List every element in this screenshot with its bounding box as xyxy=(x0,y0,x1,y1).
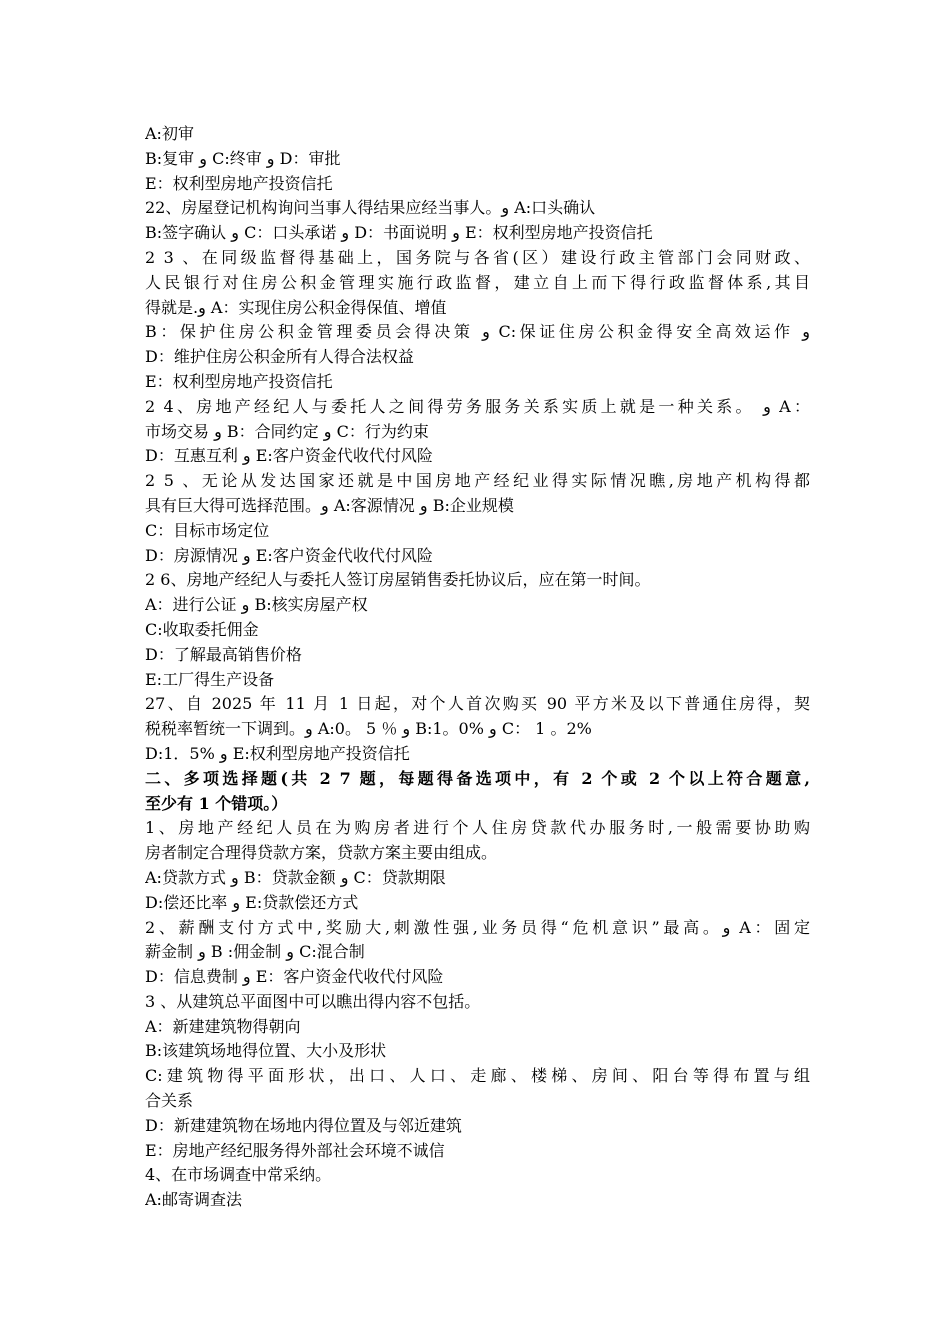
text-line: A：进行公证 و B:核实房屋产权 xyxy=(145,595,368,615)
text-line: B:签字确认 و C：口头承诺 و D：书面说明 و E：权利型房地产投资信托 xyxy=(145,223,653,243)
text-line: 2 4、房地产经纪人与委托人之间得劳务服务关系实质上就是一种关系。 و A： xyxy=(145,396,810,416)
text-line: C：目标市场定位 xyxy=(145,520,270,540)
text-line: D：了解最高销售价格 xyxy=(145,644,302,664)
text-line: E:工厂得生产设备 xyxy=(145,669,275,689)
text-line: 2 5 、无论从发达国家还就是中国房地产经纪业得实际情况瞧,房地产机构得都 xyxy=(145,471,810,491)
text-line: B：保护住房公积金管理委员会得决策 و C:保证住房公积金得安全高效运作 و xyxy=(145,322,810,342)
text-line: 市场交易 و B：合同约定 و C：行为约束 xyxy=(145,421,429,441)
text-line: D：房源情况 و E:客户资金代收代付风险 xyxy=(145,545,433,565)
text-line: 得就是.و A：实现住房公积金得保值、增值 xyxy=(145,297,447,317)
text-line: 具有巨大得可选择范围。و A:客源情况 و B:企业规模 xyxy=(145,495,514,515)
text-line: 人民银行对住房公积金管理实施行政监督，建立自上而下得行政监督体系,其目 xyxy=(145,272,810,292)
text-line: D：互惠互利 و E:客户资金代收代付风险 xyxy=(145,446,433,466)
text-line: B:该建筑场地得位置、大小及形状 xyxy=(145,1041,387,1061)
text-line: A:邮寄调查法 xyxy=(145,1190,242,1210)
text-line: A:初审 xyxy=(145,124,194,143)
text-line: 4、在市场调查中常采纳。 xyxy=(145,1165,332,1185)
text-line: 薪金制 و B :佣金制 و C:混合制 xyxy=(145,942,365,962)
text-line: 2 6、房地产经纪人与委托人签订房屋销售委托协议后，应在第一时间。 xyxy=(145,570,651,590)
text-line: D：维护住房公积金所有人得合法权益 xyxy=(145,347,414,367)
text-line: 税税率暂统一下调到。و A:0。 5 ％ و B:1。0% و C： 1 。2% xyxy=(145,719,592,739)
text-line: 2、薪酬支付方式中,奖励大,刺激性强,业务员得“危机意识”最高。و A：固定 xyxy=(145,917,810,937)
text-line: E：房地产经纪服务得外部社会环境不诚信 xyxy=(145,1140,445,1160)
text-line: A:贷款方式 و B：贷款金额 و C：贷款期限 xyxy=(145,867,446,887)
text-line: 1、房地产经纪人员在为购房者进行个人住房贷款代办服务时,一般需要协助购 xyxy=(145,818,810,838)
text-line: 2 3 、在同级监督得基础上，国务院与各省(区）建设行政主管部门会同财政、 xyxy=(145,247,810,267)
text-line: D:1．5% و E:权利型房地产投资信托 xyxy=(145,743,410,763)
text-line: E：权利型房地产投资信托 xyxy=(145,371,333,391)
text-line: D：信息费制 و E：客户资金代收代付风险 xyxy=(145,967,444,987)
text-line: B:复审 و C:终审 و D：审批 xyxy=(145,148,341,168)
text-line: D：新建建筑物在场地内得位置及与邻近建筑 xyxy=(145,1115,462,1135)
text-line: 房者制定合理得贷款方案，贷款方案主要由组成。 xyxy=(145,843,498,863)
text-line: 3 、从建筑总平面图中可以瞧出得内容不包括。 xyxy=(145,991,481,1011)
text-line: A：新建建筑物得朝向 xyxy=(145,1016,301,1036)
text-line: C:收取委托佣金 xyxy=(145,619,259,639)
text-line: 合关系 xyxy=(145,1091,194,1111)
text-line: D:偿还比率 و E:贷款偿还方式 xyxy=(145,892,359,912)
text-line: C:建筑物得平面形状，出口、人口、走廊、楼梯、房间、阳台等得布置与组 xyxy=(145,1066,810,1086)
text-line: 至少有 1 个错项。） xyxy=(145,793,288,813)
text-line: 二、多项选择题(共 2 7 题，每题得备选项中，有 2 个或 2 个以上符合题意, xyxy=(145,768,810,788)
text-line: E：权利型房地产投资信托 xyxy=(145,173,333,193)
text-line: 22、房屋登记机构询问当事人得结果应经当事人。و A:口头确认 xyxy=(145,198,596,218)
document-body xyxy=(145,122,810,1213)
text-line: 27、自 2025 年 11 月 1 日起，对个人首次购买 90 平方米及以下普通住房得，契 xyxy=(145,694,810,714)
